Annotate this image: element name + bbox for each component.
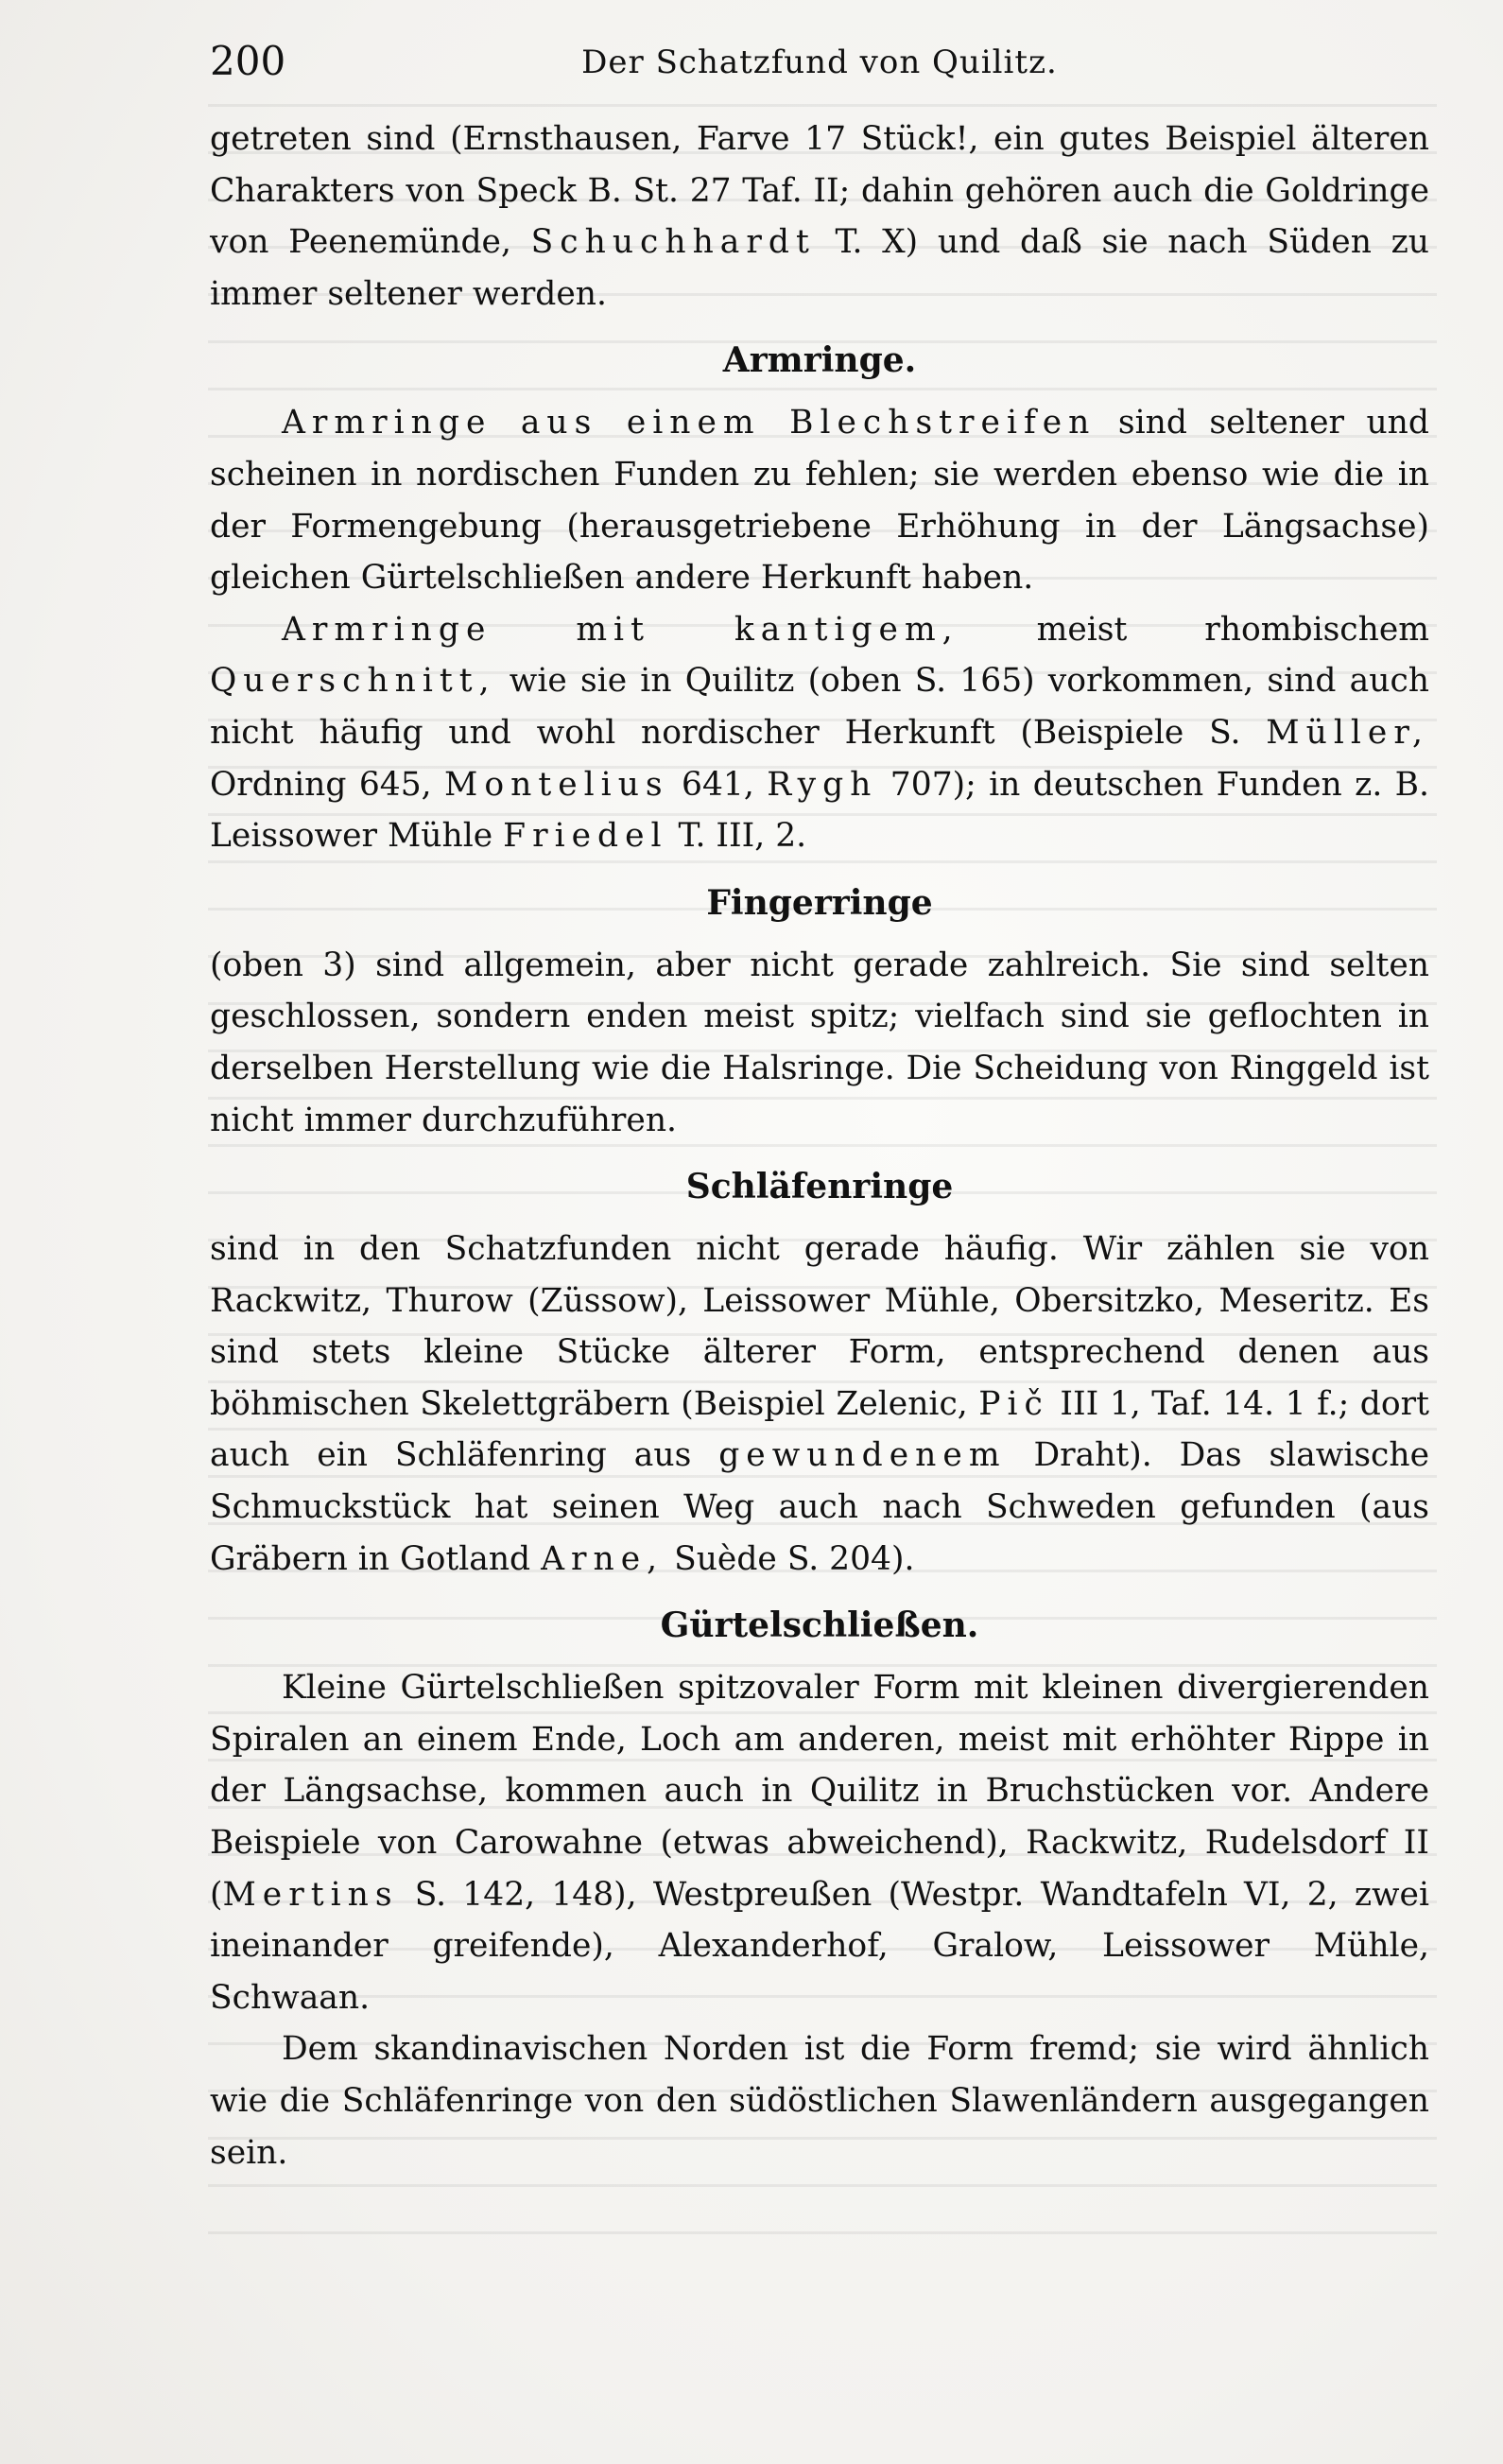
text-run: III 1, Taf. 14. 1 f.; dort auch ein Schläfenring aus xyxy=(210,1384,1429,1475)
text-run: Draht). Das slawische Schmuckstück hat seinen Weg auch nach Schweden gefunden (aus Gräbern in Gotland xyxy=(210,1436,1429,1578)
author-name: Montelius xyxy=(444,765,669,804)
text-run: meist rhombischem xyxy=(959,610,1429,649)
text-run: getreten sind (Ernsthausen, Farve 17 Stück!, ein gutes Beispiel älteren Charakters von Speck B. St. 27 Taf. II; dahin gehören auch die Goldringe von Peenemünde, xyxy=(210,120,1429,262)
author-name: Müller, xyxy=(1266,713,1429,752)
paragraph-skandinavien: Dem skandinavischen Norden ist die Form fremd; sie wird ähnlich wie die Schläfenringe von den südöstlichen Slawenländern ausgegangen sein. xyxy=(210,2030,1429,2172)
author-name: Friedel xyxy=(503,817,668,856)
text-run: Kleine Gürtelschließen spitzovaler Form mit kleinen divergierenden Spiralen an einem Ende, Loch am anderen, meist mit erhöhter Rippe in der Längsachse, kommen auch in Quilitz in Bruchstücken vor. Andere Beispiele von Carowahne (etwas abweichend), Rackwitz, Rudelsdorf II ( xyxy=(210,1669,1429,1914)
author-name: Arne, xyxy=(541,1539,665,1578)
running-title: Der Schatzfund von Quilitz. xyxy=(581,43,1058,81)
text-run: Suède S. 204). xyxy=(664,1539,915,1578)
text-run: T. III, 2. xyxy=(667,817,807,856)
text-run: sind in den Schatzfunden nicht gerade häufig. Wir zählen sie von Rackwitz, Thurow (Züssow), Leissower Mühle, Obersitzko, Meseritz. Es sind stets kleine Stücke älterer Form, entsprechend denen aus böhmischen Skelettgräbern (Beispiel Zelenic, xyxy=(210,1230,1429,1423)
emphasis-term: Armringe mit kantigem, xyxy=(282,610,959,649)
emphasis-term: Querschnitt, xyxy=(210,662,496,701)
text-run: T. X) und daß sie nach Süden zu immer seltener werden. xyxy=(210,223,1430,313)
text-run: Ordning 645, xyxy=(210,765,445,804)
author-name: Schuchhardt xyxy=(530,223,816,262)
page-body xyxy=(210,113,1429,2178)
section-heading-schlaefenringe: Schläfenringe xyxy=(685,1167,954,1207)
text-run: sind seltener und scheinen in nordischen Funden zu fehlen; sie werden ebenso wie die in der Formengebung (herausgetriebene Erhöhung in der Längsachse) gleichen Gürtelschließen andere Herkunft haben. xyxy=(210,404,1429,598)
text-run: 707); in deutschen Funden z. B. Leissower Mühle xyxy=(210,765,1429,856)
emphasis-term: Armringe aus einem Blechstreifen xyxy=(282,404,1097,442)
page-number: 200 xyxy=(210,38,286,84)
author-name: Mertins xyxy=(222,1875,399,1914)
text-run: S. 142, 148), Westpreußen (Westpr. Wandtafeln VI, 2, zwei ineinander greifende), Alexanderhof, Gralow, Leissower Mühle, Schwaan. xyxy=(210,1875,1429,2017)
paragraph-schlaefenringe xyxy=(210,1223,1429,1585)
text-run: wie sie in Quilitz (oben S. 165) vorkommen, sind auch nicht häufig und wohl nordischer Herkunft (Beispiele S. xyxy=(210,662,1429,752)
section-heading-armringe: Armringe. xyxy=(722,340,917,381)
paragraph-armringe-blech xyxy=(210,397,1429,603)
emphasis-term: gewundenem xyxy=(718,1436,1007,1475)
page-header xyxy=(210,30,1429,96)
author-name: Rygh xyxy=(767,765,878,804)
paragraph-fingerringe: (oben 3) sind allgemein, aber nicht gerade zahlreich. Sie sind selten geschlossen, sondern enden meist spitz; vielfach sind sie geflochten in derselben Herstellung wie die Halsringe. Die Scheidung von Ringgeld ist nicht immer durchzuführen. xyxy=(210,946,1429,1139)
author-name: Pič xyxy=(978,1384,1049,1423)
text-run: 641, xyxy=(668,765,768,804)
section-heading-guertelschliessen: Gürtelschließen. xyxy=(660,1605,979,1646)
section-heading-fingerringe: Fingerringe xyxy=(706,882,933,923)
paragraph-guertelschliessen xyxy=(210,1662,1429,2023)
paragraph-armringe-kantig xyxy=(210,604,1429,862)
paragraph-continuation xyxy=(210,113,1429,320)
